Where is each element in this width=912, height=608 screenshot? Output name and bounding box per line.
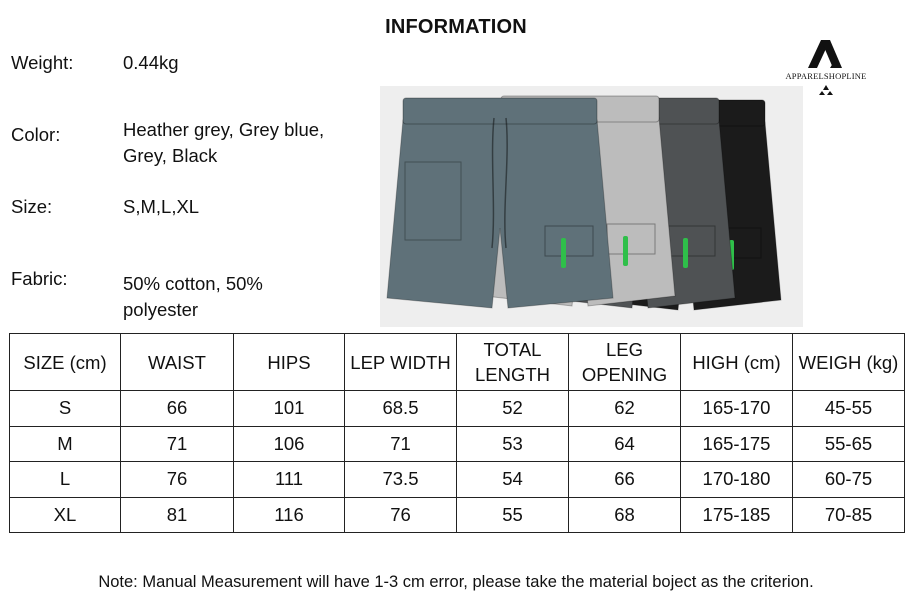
table-cell: L [10,462,121,498]
table-header-row [10,334,905,391]
table-cell: 76 [121,462,234,498]
table-cell: 68.5 [345,391,457,427]
table-row [10,462,905,498]
weight-label: Weight: [11,52,74,73]
table-row [10,426,905,462]
header-size: SIZE (cm) [10,334,121,391]
product-photo [380,86,803,327]
measurement-note: Note: Manual Measurement will have 1-3 cm error, please take the material boject as the criterion. [98,573,814,591]
fabric-value: 50% cotton, 50% polyester [123,273,263,320]
table-cell: 66 [121,391,234,427]
table-cell: 70-85 [793,497,905,533]
header-leg-opening: LEG OPENING [569,334,681,391]
table-cell: 55-65 [793,426,905,462]
table-cell: M [10,426,121,462]
size-value: S,M,L,XL [123,196,200,217]
table-cell: 116 [234,497,345,533]
page-title: INFORMATION [385,16,527,38]
table-cell: 53 [457,426,569,462]
size-label: Size: [11,196,53,217]
fabric-label: Fabric: [11,268,68,289]
table-cell: 73.5 [345,462,457,498]
table-cell: 52 [457,391,569,427]
table-cell: 64 [569,426,681,462]
table-cell: 165-170 [681,391,793,427]
table-cell: 165-175 [681,426,793,462]
table-cell: 71 [121,426,234,462]
table-cell: 60-75 [793,462,905,498]
table-cell: 55 [457,497,569,533]
header-high: HIGH (cm) [681,334,793,391]
table-cell: 81 [121,497,234,533]
size-chart-table [9,333,905,533]
table-cell: XL [10,497,121,533]
table-cell: 71 [345,426,457,462]
weight-value: 0.44kg [123,52,179,73]
header-total-length: TOTAL LENGTH [457,334,569,391]
table-cell: 170-180 [681,462,793,498]
table-cell: 62 [569,391,681,427]
table-cell: S [10,391,121,427]
table-cell: 106 [234,426,345,462]
color-value: Heather grey, Grey blue, Grey, Black [123,119,325,166]
header-hips: HIPS [234,334,345,391]
table-cell: 68 [569,497,681,533]
logo-text: APPARELSHOPLINE [785,71,867,81]
table-row [10,497,905,533]
header-waist: WAIST [121,334,234,391]
header-lep-width: LEP WIDTH [345,334,457,391]
table-cell: 76 [345,497,457,533]
table-cell: 45-55 [793,391,905,427]
table-cell: 101 [234,391,345,427]
table-cell: 54 [457,462,569,498]
header-weigh: WEIGH (kg) [793,334,905,391]
table-cell: 175-185 [681,497,793,533]
table-cell: 111 [234,462,345,498]
table-cell: 66 [569,462,681,498]
color-label: Color: [11,124,61,145]
table-row [10,391,905,427]
